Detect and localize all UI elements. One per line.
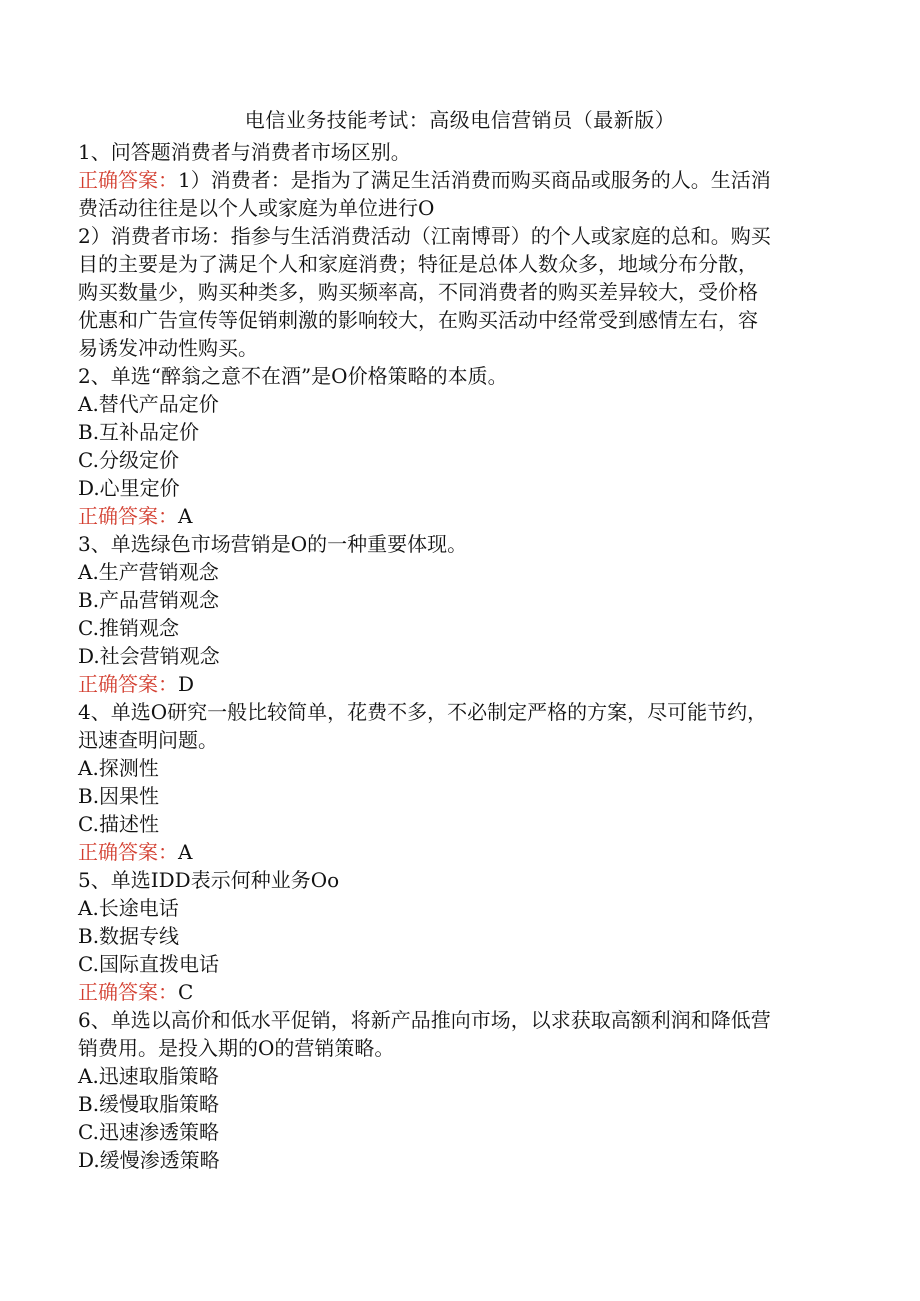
answer-label: 正确答案：	[78, 840, 178, 864]
question-6-line-2: 销费用。是投入期的O的营销策略。	[78, 1036, 395, 1060]
question-5-option: C.国际直拨电话	[78, 952, 219, 976]
question-4-line-1: 4、单选O研究一般比较简单，花费不多，不必制定严格的方案，尽可能节约，	[78, 700, 768, 724]
question-5-option: A.长途电话	[78, 896, 179, 920]
question-6-option: C.迅速渗透策略	[78, 1120, 219, 1144]
question-1: 1、问答题消费者与消费者市场区别。	[78, 140, 411, 164]
question-3-answer	[78, 670, 838, 698]
question-3-option: D.社会营销观念	[78, 644, 220, 668]
answer-1-para2-line: 易诱发冲动性购买。	[78, 336, 258, 360]
answer-1-line-1: 1）消费者：是指为了满足生活消费而购买商品或服务的人。生活消	[178, 168, 771, 192]
question-5: 5、单选IDD表示何种业务Oo	[78, 868, 340, 892]
answer-value: A	[178, 840, 193, 864]
question-4-line-2: 迅速查明问题。	[78, 728, 218, 752]
question-4-answer	[78, 838, 838, 866]
question-2-option: B.互补品定价	[78, 420, 200, 444]
question-4-option: A.探测性	[78, 756, 159, 780]
question-6	[78, 1006, 838, 1062]
question-1-answer	[78, 166, 838, 222]
question-2-answer	[78, 502, 838, 530]
document-title: 电信业务技能考试：高级电信营销员（最新版）	[244, 108, 676, 132]
question-5-answer	[78, 978, 838, 1006]
answer-1-line-2: 费活动往往是以个人或家庭为单位进行O	[78, 196, 435, 220]
question-4-option: B.因果性	[78, 784, 160, 808]
answer-value: A	[178, 504, 193, 528]
answer-value: D	[178, 672, 195, 696]
answer-label: 正确答案：	[78, 504, 178, 528]
question-3-option: B.产品营销观念	[78, 588, 220, 612]
question-4	[78, 698, 838, 754]
question-6-option: A.迅速取脂策略	[78, 1064, 219, 1088]
question-6-option: B.缓慢取脂策略	[78, 1092, 220, 1116]
question-3-option: C.推销观念	[78, 616, 179, 640]
question-6-option: D.缓慢渗透策略	[78, 1148, 220, 1172]
question-4-option: C.描述性	[78, 812, 159, 836]
question-2-option: A.替代产品定价	[78, 392, 219, 416]
answer-label: 正确答案：	[78, 980, 178, 1004]
question-5-option: B.数据专线	[78, 924, 180, 948]
question-3-option: A.生产营销观念	[78, 560, 219, 584]
question-1-answer-part-2	[78, 222, 838, 362]
answer-1-para2-line: 优惠和广告宣传等促销刺激的影响较大，在购买活动中经常受到感情左右，容	[78, 308, 758, 332]
question-2: 2、单选“醉翁之意不在酒”是O价格策略的本质。	[78, 364, 508, 388]
answer-label: 正确答案：	[78, 168, 178, 192]
question-6-line-1: 6、单选以高价和低水平促销，将新产品推向市场，以求获取高额利润和降低营	[78, 1008, 771, 1032]
answer-1-para2-line: 购买数量少，购买种类多，购买频率高，不同消费者的购买差异较大，受价格	[78, 280, 758, 304]
question-2-option: D.心里定价	[78, 476, 180, 500]
answer-1-para2-line: 目的主要是为了满足个人和家庭消费；特征是总体人数众多，地域分布分散，	[78, 252, 758, 276]
answer-1-para2-line: 2）消费者市场：指参与生活消费活动（江南博哥）的个人或家庭的总和。购买	[78, 224, 771, 248]
question-2-option: C.分级定价	[78, 448, 179, 472]
document-body	[78, 138, 838, 1174]
answer-value: C	[178, 980, 194, 1004]
answer-label: 正确答案：	[78, 672, 178, 696]
question-3: 3、单选绿色市场营销是O的一种重要体现。	[78, 532, 468, 556]
